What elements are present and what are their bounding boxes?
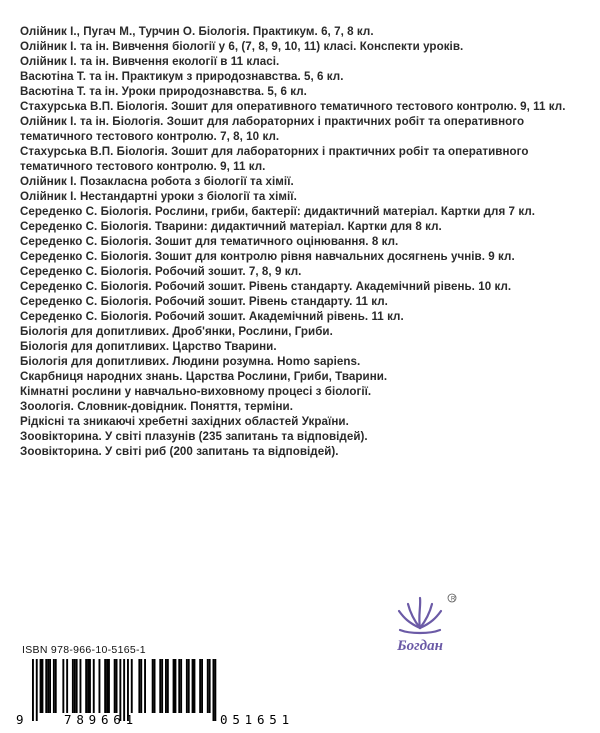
book-item: Біологія для допитливих. Дроб'янки, Рослини, Гриби.	[20, 325, 333, 338]
barcode-bar	[192, 659, 194, 713]
book-item: Середенко С. Біологія. Робочий зошит. Академічний рівень. 11 кл.	[20, 310, 404, 323]
barcode-bar	[74, 659, 76, 713]
book-item: Стахурська В.П. Біологія. Зошит для оперативного тематичного тестового контролю. 9, 11 кл.	[20, 100, 566, 113]
barcode-bar	[104, 659, 106, 713]
book-item: Васютіна Т. та ін. Практикум з природознавства. 5, 6 кл.	[20, 70, 344, 83]
barcode-bar	[207, 659, 209, 713]
barcode-bar	[178, 659, 180, 713]
barcode-bar	[199, 659, 201, 713]
book-item: Скарбниця народних знань. Царства Рослини, Гриби, Тварини.	[20, 370, 388, 383]
barcode-bar	[159, 659, 161, 713]
barcode-bar	[131, 659, 133, 713]
barcode-bar	[167, 659, 169, 713]
book-item: Середенко С. Біологія. Рослини, гриби, бактерії: дидактичний матеріал. Картки для 7 кл.	[20, 205, 536, 218]
barcode-bar	[201, 659, 203, 713]
barcode-bar	[114, 659, 116, 713]
barcode-bar	[209, 659, 211, 713]
isbn-number: ISBN 978-966-10-5165-1	[22, 644, 146, 656]
book-item: Середенко С. Біологія. Робочий зошит. Рівень стандарту. 11 кл.	[20, 295, 388, 308]
barcode-bar	[49, 659, 51, 713]
barcode-bar	[213, 659, 215, 721]
barcode-bar	[144, 659, 146, 713]
barcode-bar	[32, 659, 34, 721]
book-item: Олійник І. та ін. Біологія. Зошит для лабораторних і практичних робіт та оперативного тематичного тестового контролю. 7, 8, 10 кл.	[20, 115, 525, 143]
barcode-bar	[53, 659, 55, 713]
book-item: Олійник І. Нестандартні уроки з біології та хімії.	[20, 190, 297, 203]
book-item: Середенко С. Біологія. Робочий зошит. 7, 8, 9 кл.	[20, 265, 302, 278]
barcode-bar	[85, 659, 87, 713]
barcode-bar	[62, 659, 64, 713]
barcode-bar	[89, 659, 91, 713]
barcode-bar	[116, 659, 118, 713]
book-item: Стахурська В.П. Біологія. Зошит для лабораторних і практичних робіт та оперативного тематичного тестового контролю. 9, 11 кл.	[20, 145, 529, 173]
barcode-bar	[154, 659, 156, 713]
barcode-bar	[214, 659, 216, 721]
barcode-bar	[108, 659, 110, 713]
barcode-bar	[138, 659, 140, 713]
barcode-bar	[106, 659, 108, 713]
publisher-name: Богдан	[397, 638, 443, 654]
barcode-digit-first: 9	[16, 712, 24, 727]
book-item: Олійник І., Пугач М., Турчин О. Біологія. Практикум. 6, 7, 8 кл.	[20, 25, 374, 38]
book-item: Васютіна Т. та ін. Уроки природознавства. 5, 6 кл.	[20, 85, 307, 98]
book-item: Біологія для допитливих. Царство Тварини.	[20, 340, 277, 353]
book-item: Середенко С. Біологія. Зошит для тематичного оцінювання. 8 кл.	[20, 235, 399, 248]
barcode-bar	[80, 659, 82, 713]
barcode-digits-left: 789661	[64, 712, 138, 727]
barcode-bar	[47, 659, 49, 713]
barcode-bar	[72, 659, 74, 713]
barcode-bar	[175, 659, 177, 713]
book-item: Рідкісні та зникаючі хребетні західних областей України.	[20, 415, 349, 428]
barcode-bar	[152, 659, 154, 713]
book-item: Олійник І. Позакласна робота з біології та хімії.	[20, 175, 294, 188]
book-item: Кімнатні рослини у навчально-виховному процесі з біології.	[20, 385, 372, 398]
book-item: Середенко С. Біологія. Тварини: дидактичний матеріал. Картки для 8 кл.	[20, 220, 442, 233]
barcode-bar	[45, 659, 47, 713]
barcode-bar	[186, 659, 188, 713]
barcode-bar	[93, 659, 95, 713]
barcode-bar	[180, 659, 182, 713]
book-item: Середенко С. Біологія. Зошит для контролю рівня навчальних досягнень учнів. 9 кл.	[20, 250, 515, 263]
barcode-bar	[165, 659, 167, 713]
book-item: Олійник І. та ін. Вивчення біології у 6, (7, 8, 9, 10, 11) класі. Конспекти уроків.	[20, 40, 464, 53]
barcode-bar	[76, 659, 78, 713]
book-item: Середенко С. Біологія. Робочий зошит. Рівень стандарту. Академічний рівень. 10 кл.	[20, 280, 512, 293]
barcode-bar	[87, 659, 89, 713]
barcode-bar	[99, 659, 101, 713]
barcode-bar	[42, 659, 44, 713]
barcode-digits-right: 051651	[220, 712, 294, 727]
barcode-bar	[188, 659, 190, 713]
book-list	[20, 24, 590, 459]
barcode-bar	[66, 659, 68, 713]
book-item: Зоологія. Словник-довідник. Поняття, терміни.	[20, 400, 293, 413]
barcode-bar	[40, 659, 42, 713]
barcode-bar	[36, 659, 38, 721]
registered-mark: R	[451, 596, 456, 603]
barcode-block	[12, 644, 396, 728]
barcode-bar	[140, 659, 142, 713]
barcode-bar	[194, 659, 196, 713]
barcode-bar	[173, 659, 175, 713]
book-item: Олійник І. та ін. Вивчення екології в 11 класі.	[20, 55, 280, 68]
book-item: Зоовікторина. У світі риб (200 запитань та відповідей).	[20, 445, 339, 458]
book-item: Біологія для допитливих. Людини розумна. Homo sapiens.	[20, 355, 361, 368]
book-item: Зоовікторина. У світі плазунів (235 запитань та відповідей).	[20, 430, 368, 443]
flower-icon	[399, 598, 441, 633]
barcode-bar	[55, 659, 57, 713]
barcode-bar	[161, 659, 163, 713]
